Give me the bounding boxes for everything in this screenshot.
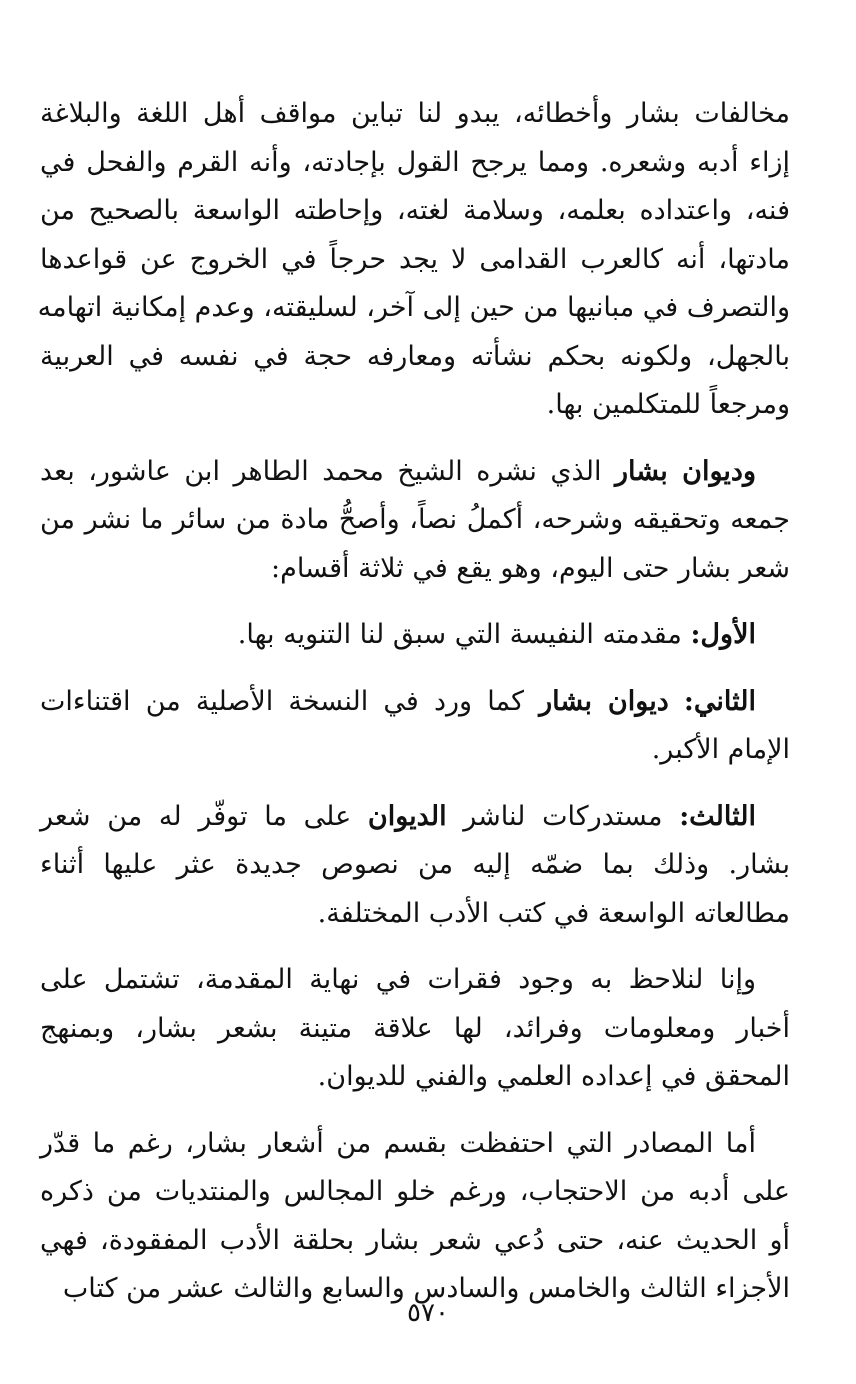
page-number: ٥٧٠ <box>407 1298 449 1328</box>
text-run: أو الحديث عنه، حتى دُعي شعر بشار بحلقة الأدب المفقودة، فهي <box>40 1224 790 1256</box>
text-line <box>40 956 790 1005</box>
text-line <box>40 381 790 430</box>
paragraph <box>40 678 790 775</box>
text-line <box>40 1168 790 1217</box>
text-run: فنه، واعتداده بعلمه، وسلامة لغته، وإحاطته الواسعة بالصحيح من <box>40 195 790 226</box>
text-run: والتصرف في مبانيها من حين إلى آخر، لسليقته، وعدم إمكانية اتهامه <box>37 292 790 323</box>
text-line <box>40 1053 790 1102</box>
text-line <box>40 448 790 497</box>
bold-term: الثالث: <box>679 800 756 832</box>
text-line <box>40 496 790 545</box>
text-line <box>40 236 790 285</box>
bold-term: الديوان <box>367 800 447 832</box>
paragraph <box>40 956 790 1102</box>
text-run: على ما توفّر له من شعر <box>40 800 368 832</box>
text-line <box>40 1005 790 1054</box>
text-line <box>40 611 790 660</box>
text-run: الأجزاء الثالث والخامس والسادس والسابع والثالث عشر من كتاب <box>62 1273 790 1304</box>
text-run: مستدركات لناشر <box>446 800 680 832</box>
paragraph <box>40 1120 790 1314</box>
text-line <box>40 1217 790 1266</box>
text-run: الإمام الأكبر. <box>651 734 790 765</box>
text-line <box>40 139 790 188</box>
text-run <box>669 686 684 717</box>
text-run: مادتها، أنه كالعرب القدامى لا يجد حرجاً في الخروج عن قواعدها <box>40 243 790 275</box>
text-line <box>40 890 790 939</box>
paragraph <box>37 90 790 430</box>
text-run: كما ورد في النسخة الأصلية من اقتناءات <box>40 685 540 717</box>
text-run: وإنا لنلاحظ به وجود فقرات في نهاية المقدمة، تشتمل على <box>40 964 756 995</box>
text-line <box>40 545 790 594</box>
text-run: المحقق في إعداده العلمي والفني للديوان. <box>317 1061 790 1092</box>
text-run: إزاء أدبه وشعره. ومما يرجح القول بإجادته، وأنه القرم والفحل في <box>40 146 790 178</box>
text-run: مطالعاته الواسعة في كتب الأدب المختلفة. <box>317 897 790 929</box>
text-line <box>40 333 790 382</box>
bold-term: الأول: <box>690 619 756 650</box>
text-run: مخالفات بشار وأخطائه، يبدو لنا تباين مواقف أهل اللغة والبلاغة <box>40 98 790 129</box>
paragraph <box>40 793 790 939</box>
page-body <box>37 90 790 1332</box>
paragraph <box>40 611 790 660</box>
text-run: جمعه وتحقيقه وشرحه، أكملُ نصاً، وأصحُّ مادة من سائر ما نشر من <box>40 504 790 535</box>
bold-term: الثاني: <box>683 685 756 717</box>
paragraph <box>40 448 790 594</box>
text-line <box>40 841 790 890</box>
text-run: مقدمته النفيسة التي سبق لنا التنويه بها. <box>237 619 691 650</box>
text-run: ومرجعاً للمتكلمين بها. <box>546 389 790 420</box>
text-line <box>40 90 790 139</box>
bold-term: وديوان بشار <box>614 455 756 487</box>
text-run: بشار. وذلك بما ضمّه إليه من نصوص جديدة عثر عليها أثناء <box>40 849 790 880</box>
text-line <box>40 187 790 236</box>
text-run: شعر بشار حتى اليوم، وهو يقع في ثلاثة أقسام: <box>271 552 790 584</box>
text-line <box>40 1120 790 1169</box>
text-line <box>40 726 790 775</box>
text-run: أما المصادر التي احتفظت بقسم من أشعار بشار، رغم ما قدّر <box>40 1127 756 1159</box>
text-line <box>40 793 790 842</box>
text-run: بالجهل، ولكونه بحكم نشأته ومعارفه حجة في نفسه في العربية <box>40 340 790 372</box>
text-line <box>40 678 790 727</box>
text-run: أخبار ومعلومات وفرائد، لها علاقة متينة بشعر بشار، وبمنهج <box>40 1012 790 1044</box>
bold-term: ديوان بشار <box>539 685 669 717</box>
text-line <box>37 284 790 333</box>
text-run: الذي نشره الشيخ محمد الطاهر ابن عاشور، بعد <box>40 455 615 487</box>
text-run: على أدبه من الاحتجاب، ورغم خلو المجالس والمنتديات من ذكره <box>40 1176 790 1207</box>
